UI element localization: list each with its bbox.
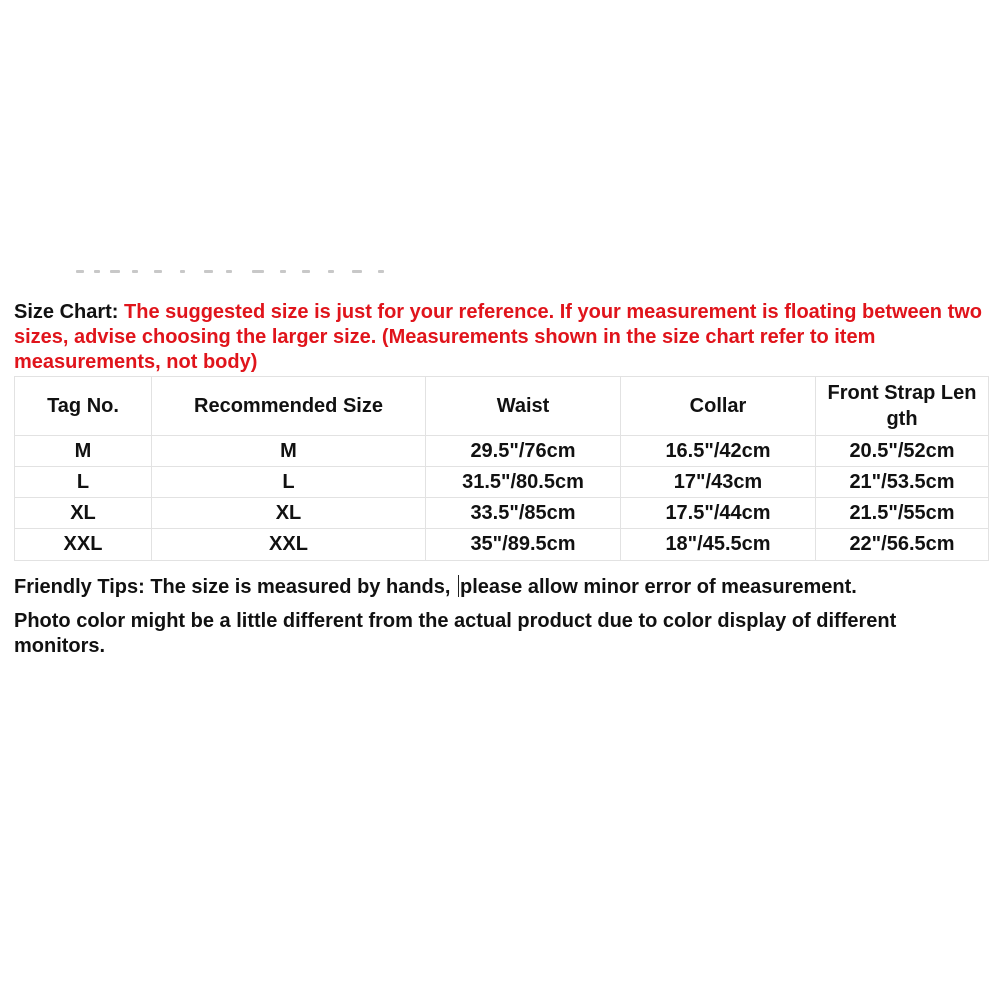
cell-waist: 33.5"/85cm (426, 498, 621, 529)
cell-tag: XL (15, 498, 152, 529)
cell-strap: 22"/56.5cm (816, 529, 989, 561)
measurement-tip-start: Friendly Tips: The size is measured by hands, (14, 576, 451, 598)
cell-collar: 16.5"/42cm (621, 436, 816, 467)
text-cursor-icon (458, 575, 459, 597)
table-row (15, 467, 989, 498)
cell-tag: L (15, 467, 152, 498)
header-waist: Waist (426, 377, 621, 436)
cell-collar: 17.5"/44cm (621, 498, 816, 529)
header-recommended-size: Recommended Size (152, 377, 426, 436)
cell-recommended: XL (152, 498, 426, 529)
table-header-row (15, 377, 989, 436)
table-row (15, 529, 989, 561)
header-tag-no: Tag No. (15, 377, 152, 436)
cell-strap: 20.5"/52cm (816, 436, 989, 467)
faint-artifact-marks (76, 270, 396, 276)
measurement-tip (14, 575, 989, 600)
size-chart-label: Size Chart: (14, 301, 119, 323)
cell-recommended: L (152, 467, 426, 498)
size-chart-intro (14, 300, 984, 375)
friendly-tips (14, 575, 989, 659)
cell-waist: 29.5"/76cm (426, 436, 621, 467)
photo-color-tip: Photo color might be a little different from the actual product due to color display of different monitors. (14, 610, 897, 657)
cell-collar: 17"/43cm (621, 467, 816, 498)
cell-strap: 21.5"/55cm (816, 498, 989, 529)
measurement-tip-end: please allow minor error of measurement. (460, 576, 857, 598)
cell-collar: 18"/45.5cm (621, 529, 816, 561)
cell-tag: M (15, 436, 152, 467)
table-row (15, 436, 989, 467)
cell-recommended: XXL (152, 529, 426, 561)
header-collar: Collar (621, 377, 816, 436)
size-advice-notice: The suggested size is just for your reference. If your measurement is floating between two sizes, advise choosing the larger size. (Measurements shown in the size chart refer to item measurements, not body) (14, 301, 983, 373)
cell-tag: XXL (15, 529, 152, 561)
cell-recommended: M (152, 436, 426, 467)
cell-waist: 31.5"/80.5cm (426, 467, 621, 498)
header-front-strap-length: Front Strap Len gth (816, 377, 989, 436)
size-table (14, 376, 989, 561)
cell-strap: 21"/53.5cm (816, 467, 989, 498)
table-row (15, 498, 989, 529)
cell-waist: 35"/89.5cm (426, 529, 621, 561)
